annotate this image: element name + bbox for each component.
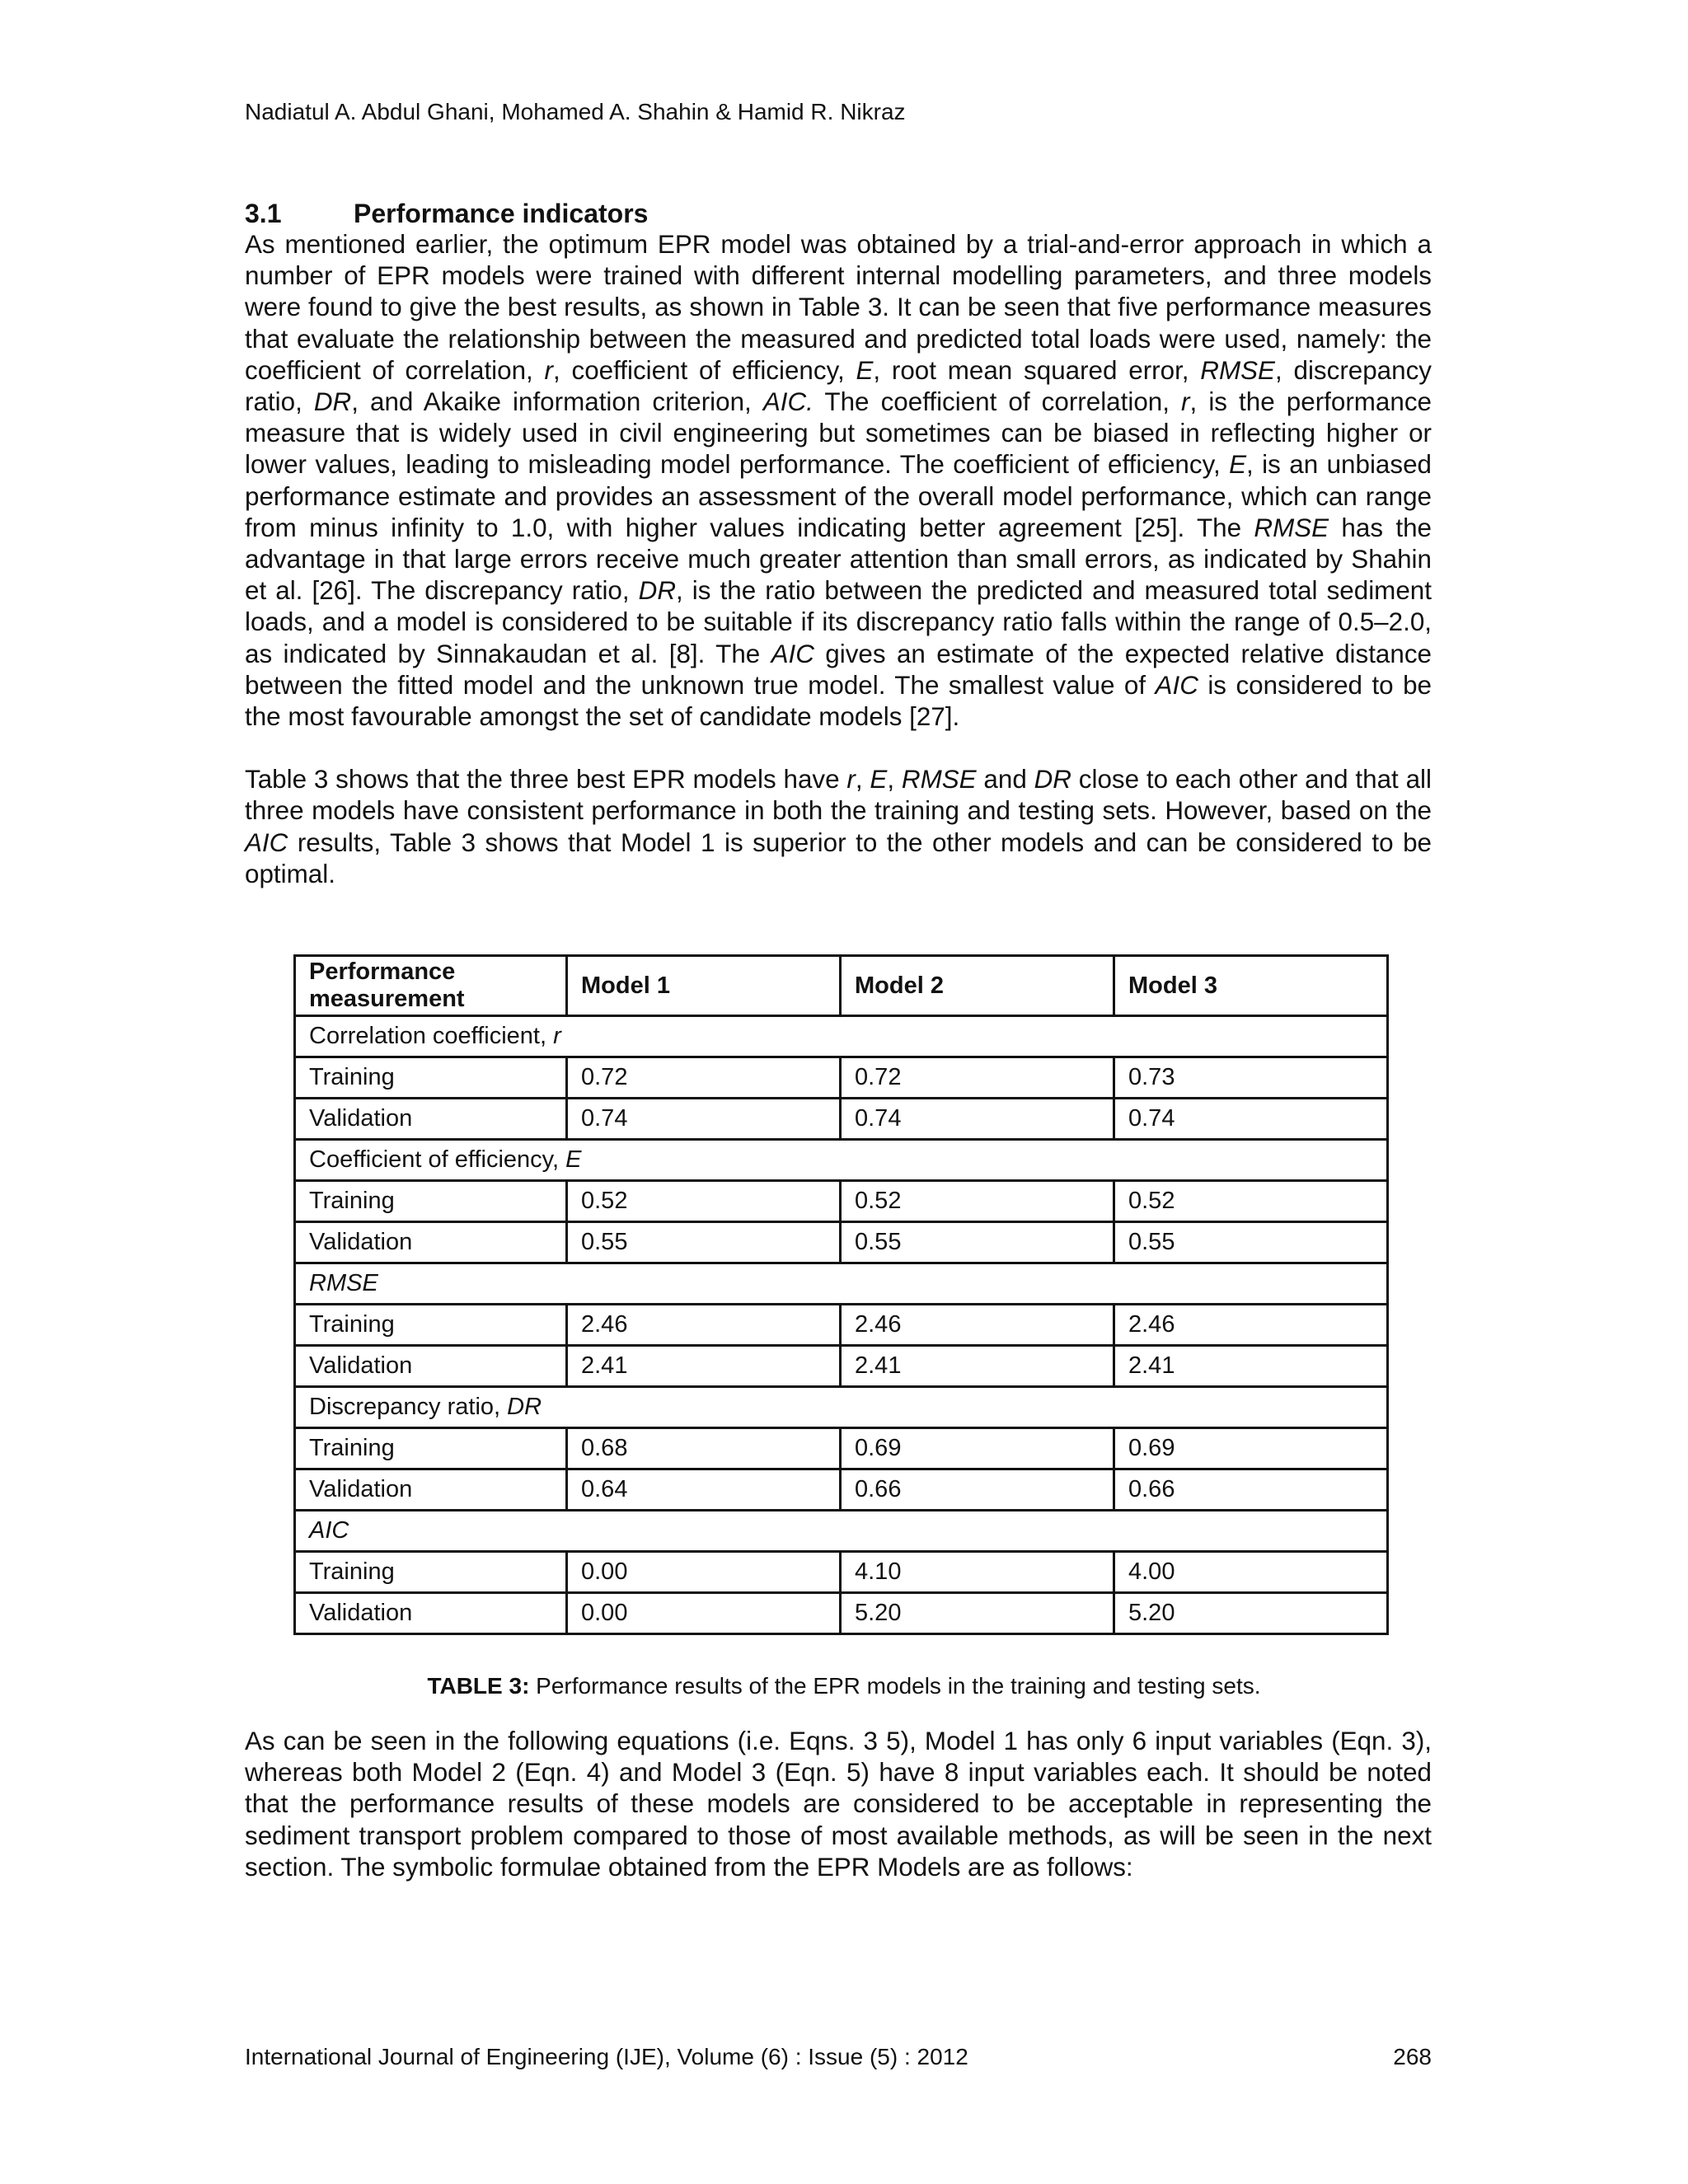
row-label: Validation [295,1346,567,1387]
main-content [245,198,1432,890]
header-cell: Performance measurement [295,956,567,1016]
table-cell: 0.69 [1114,1428,1388,1469]
table-row [295,1552,1388,1593]
group-label: RMSE [295,1263,1388,1305]
table-group-row [295,1140,1388,1181]
row-label: Validation [295,1222,567,1263]
table-cell: 4.10 [841,1552,1114,1593]
paragraph-equations-intro: As can be seen in the following equations (i.e. Eqns. 3 5), Model 1 has only 6 input variables (Eqn. 3), whereas both Model 2 (Eqn. 4) and Model 3 (Eqn. 5) have 8 input variables each. It should be noted that the performance results of these models are considered to be acceptable in representing the sediment transport problem compared to those of most available methods, as will be seen in the next section. The symbolic formulae obtained from the EPR Models are as follows: [245,1727,1432,1882]
table-row [295,1181,1388,1222]
table-caption [0,1673,1688,1699]
group-label: Coefficient of efficiency, E [295,1140,1388,1181]
group-label: Correlation coefficient, r [295,1016,1388,1057]
table-cell: 0.72 [841,1057,1114,1099]
table-cell: 0.74 [1114,1099,1388,1140]
table-cell: 0.55 [841,1222,1114,1263]
table-group-row [295,1016,1388,1057]
table-cell: 0.00 [567,1552,841,1593]
table-cell: 0.72 [567,1057,841,1099]
row-label: Training [295,1552,567,1593]
header-cell: Model 2 [841,956,1114,1016]
page-footer [245,2044,1432,2070]
table-cell: 0.69 [841,1428,1114,1469]
table-row [295,1099,1388,1140]
row-label: Training [295,1305,567,1346]
table-cell: 2.46 [841,1305,1114,1346]
paragraph-performance-indicators: As mentioned earlier, the optimum EPR model was obtained by a trial-and-error approach in which a number of EPR models were trained with different internal modelling parameters, and three models were found to give the best results, as shown in Table 3. It can be seen that five performance measures that evaluate the relationship between the measured and predicted total loads were used, namely: the coefficient of correlation, r, coefficient of efficiency, E, root mean squared error, RMSE, discrepancy ratio, DR, and Akaike information criterion, AIC. The coefficient of correlation, r, is the performance measure that is widely used in civil engineering but sometimes can be biased in reflecting higher or lower values, leading to misleading model performance. The coefficient of efficiency, E, is an unbiased performance estimate and provides an assessment of the overall model performance, which can range from minus infinity to 1.0, with higher values indicating better agreement [25]. The RMSE has the advantage in that large errors receive much greater attention than small errors, as indicated by Shahin et al. [26]. The discrepancy ratio, DR, is the ratio between the predicted and measured total sediment loads, and a model is considered to be suitable if its discrepancy ratio falls within the range of 0.5–2.0, as indicated by Sinnakaudan et al. [8]. The AIC gives an estimate of the expected relative distance between the fitted model and the unknown true model. The smallest value of AIC is considered to be the most favourable amongst the set of candidate models [27]. [245,230,1432,732]
row-label: Training [295,1428,567,1469]
table-row [295,1057,1388,1099]
table-cell: 2.46 [567,1305,841,1346]
caption-text: Performance results of the EPR models in the training and testing sets. [529,1673,1261,1699]
table-group-row [295,1387,1388,1428]
table-group-row [295,1511,1388,1552]
group-label: AIC [295,1511,1388,1552]
table-row [295,1346,1388,1387]
table-cell: 0.64 [567,1469,841,1511]
table-cell: 0.66 [841,1469,1114,1511]
table-cell: 0.74 [567,1099,841,1140]
table-cell: 0.52 [567,1181,841,1222]
footer-journal: International Journal of Engineering (IJE), Volume (6) : Issue (5) : 2012 [245,2044,968,2069]
table-cell: 2.46 [1114,1305,1388,1346]
table-cell: 0.55 [1114,1222,1388,1263]
row-label: Validation [295,1593,567,1634]
table-cell: 0.73 [1114,1057,1388,1099]
table-cell: 2.41 [841,1346,1114,1387]
table-cell: 2.41 [1114,1346,1388,1387]
row-label: Validation [295,1469,567,1511]
row-label: Training [295,1057,567,1099]
table-header-row [295,956,1388,1016]
paragraph-table3-summary: Table 3 shows that the three best EPR models have r, E, RMSE and DR close to each other and that all three models have consistent performance in both the training and testing sets. However, based on the AIC results, Table 3 shows that Model 1 is superior to the other models and can be considered to be optimal. [245,765,1432,888]
table-cell: 0.52 [841,1181,1114,1222]
secondary-content [245,1726,1432,1883]
group-label: Discrepancy ratio, DR [295,1387,1388,1428]
header-cell: Model 1 [567,956,841,1016]
table-row [295,1469,1388,1511]
table-cell: 0.74 [841,1099,1114,1140]
performance-table [293,954,1389,1635]
table-row [295,1222,1388,1263]
table-cell: 4.00 [1114,1552,1388,1593]
table-cell: 0.68 [567,1428,841,1469]
table-row [295,1593,1388,1634]
running-header: Nadiatul A. Abdul Ghani, Mohamed A. Shahin & Hamid R. Nikraz [245,99,906,124]
section-heading [245,198,1432,229]
table-group-row [295,1263,1388,1305]
caption-label: TABLE 3: [427,1673,530,1699]
page-number: 268 [1393,2044,1432,2069]
section-title: Performance indicators [354,199,649,228]
table-row [295,1428,1388,1469]
table-cell: 0.66 [1114,1469,1388,1511]
row-label: Training [295,1181,567,1222]
table-cell: 2.41 [567,1346,841,1387]
table-cell: 5.20 [841,1593,1114,1634]
table-cell: 0.52 [1114,1181,1388,1222]
table-cell: 5.20 [1114,1593,1388,1634]
header-cell: Model 3 [1114,956,1388,1016]
table-cell: 0.00 [567,1593,841,1634]
row-label: Validation [295,1099,567,1140]
section-number: 3.1 [245,199,282,228]
table-cell: 0.55 [567,1222,841,1263]
table-row [295,1305,1388,1346]
performance-table-container [293,954,1386,1635]
